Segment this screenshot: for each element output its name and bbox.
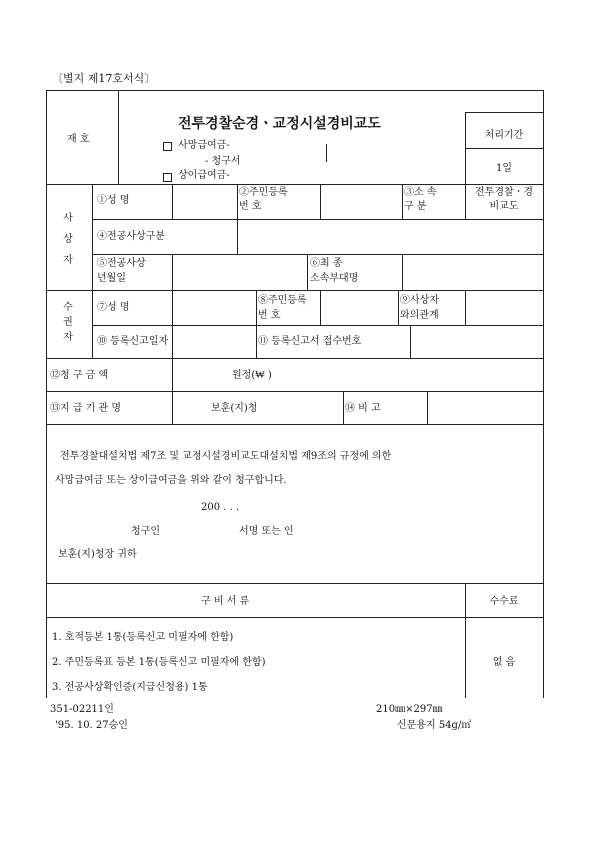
- form-code: 351-02211인: [50, 704, 114, 715]
- approval-date: '95. 10. 27승인: [55, 720, 128, 731]
- claim-form-label: - 청구서: [205, 156, 241, 167]
- injured-rrn-label: ②주민등록 번 호: [239, 187, 288, 212]
- form-title: 전투경찰순경ㆍ교정시설경비교도: [178, 116, 381, 132]
- injured-name-label: ①성 명: [97, 195, 130, 206]
- statement-line-1: 전투경찰대설치법 제7조 및 교정시설경비교도대설치법 제9조의 규정에 의한: [60, 451, 392, 462]
- required-documents-header: 구 비 서 류: [201, 596, 250, 607]
- fee-label: 수수료: [489, 596, 519, 607]
- addressee: 보훈(지)청장 귀하: [58, 549, 137, 560]
- registration-number-label: 재 호: [67, 134, 90, 145]
- injury-classification-label: ④전공사상구분: [97, 231, 165, 242]
- injured-section-label: 사 상 자: [63, 213, 73, 266]
- final-unit-label: ⑥최 종 소속부대명: [310, 258, 359, 284]
- document-item: 2. 주민등록표 등본 1통(등록신고 미필자에 한함): [52, 657, 266, 668]
- death-benefit-checkbox[interactable]: [163, 142, 172, 151]
- injury-benefit-checkbox[interactable]: [163, 173, 172, 182]
- payer-value: 보훈(지)청: [211, 403, 258, 414]
- injured-affiliation-label: ③소 속 구 분: [404, 187, 437, 212]
- death-benefit-option: 사망급여금-: [178, 140, 230, 151]
- recipient-name-label: ⑦성 명: [97, 302, 130, 313]
- processing-period-label: 처리기간: [484, 130, 524, 141]
- document-item: 3. 전공사상확인증(지급신청용) 1통: [52, 682, 208, 693]
- injury-benefit-option: 상이급여금-: [178, 170, 230, 181]
- form-number-label: 〔별지 제17호서식〕: [52, 72, 156, 85]
- processing-period-value: 1일: [495, 163, 513, 174]
- signature-label: 서명 또는 인: [239, 526, 294, 537]
- claim-date: 200 . . .: [201, 502, 240, 513]
- report-number-label: ⑪ 등록신고서 접수번호: [258, 336, 362, 347]
- paper-size: 210㎜×297㎜: [376, 704, 443, 715]
- claim-amount-value: 원정(₩ ): [232, 370, 272, 381]
- fee-value: 없 음: [492, 657, 516, 668]
- payer-label: ⑬지 급 기 관 명: [50, 403, 122, 414]
- claim-amount-label: ⑫청 구 금 액: [50, 370, 109, 381]
- recipient-rrn-label: ⑧주민등록 번 호: [258, 295, 307, 321]
- remarks-label: ⑭ 비 고: [345, 403, 381, 414]
- injured-affiliation-value: 전투경찰ㆍ경 비교도: [475, 187, 533, 212]
- statement-line-2: 사망급여금 또는 상이급여금을 위와 같이 청구합니다.: [55, 475, 287, 486]
- document-item: 1. 호적등본 1통(등록신고 미필자에 한함): [52, 632, 234, 643]
- injury-date-label: ⑤전공사상 년월일: [97, 258, 146, 284]
- recipient-section-label: 수 권 자: [63, 302, 73, 343]
- relation-label: ⑨사상자 와의관계: [400, 295, 439, 321]
- claimant-label: 청구인: [131, 526, 160, 537]
- paper-type: 신문용지 54g/㎡: [397, 720, 472, 731]
- report-date-label: ⑩ 등록신고일자: [97, 336, 169, 347]
